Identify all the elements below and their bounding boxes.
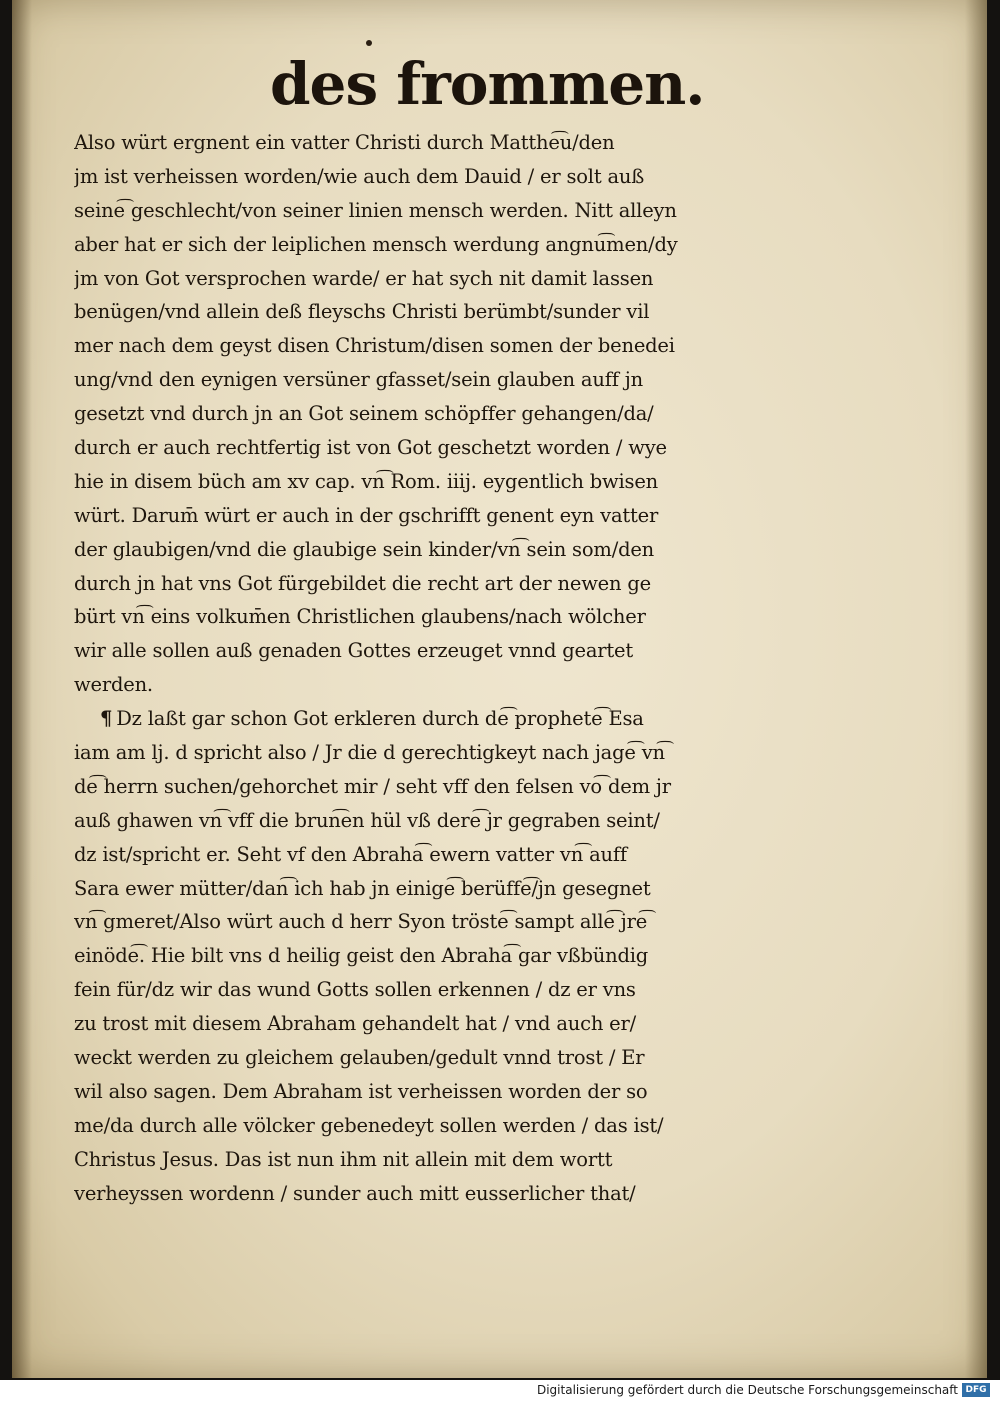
text-line: verheyssen wordenn / sunder auch mitt eusserlicher that/ — [74, 1181, 636, 1205]
text-line: benügen/vnd allein deß fleyschs Christi berümbt/sunder vil — [74, 300, 650, 324]
dfg-logo[interactable]: DFG — [962, 1383, 990, 1397]
text-line: aber hat er sich der leiplichen mensch werdung angnu͡men/dy — [74, 232, 678, 256]
text-line: Sara ewer mütter/dan͡ ich hab jn einige͡ berüffe͡/jn gesegnet — [74, 876, 651, 900]
book-page — [12, 0, 987, 1378]
text-line: seine͡ geschlecht/von seiner linien mensch werden. Nitt alleyn — [74, 198, 677, 222]
text-line: wir alle sollen auß genaden Gottes erzeuget vnnd geartet — [74, 639, 634, 663]
footer-bar — [0, 1380, 1000, 1401]
text-line: Christus Jesus. Das ist nun ihm nit allein mit dem wortt — [74, 1147, 613, 1171]
text-line: ung/vnd den eynigen versüner gfasset/sein glauben auff jn — [74, 368, 643, 392]
text-line: bürt vn͡ eins volkum̄en Christlichen glaubens/nach wölcher — [74, 605, 646, 629]
pilcrow-mark: ¶ — [100, 707, 113, 731]
text-line: gesetzt vnd durch jn an Got seinem schöpffer gehangen/da/ — [74, 402, 654, 426]
text-line: iam am lj. d spricht also / Jr die d gerechtigkeyt nach jage͡ vn͡ — [74, 741, 665, 765]
text-line: einöde͡. Hie bilt vns d heilig geist den Abraha͡ gar vßbündig — [74, 944, 649, 968]
text-line: mer nach dem geyst disen Christum/disen somen der benedei — [74, 334, 675, 358]
text-line: jm von Got versprochen warde/ er hat sych nit damit lassen — [74, 266, 654, 290]
text-line: Dz laßt gar schon Got erkleren durch de͡ prophete͡ Esa — [116, 707, 644, 731]
text-line: würt. Darum̄ würt er auch in der gschrifft genent eyn vatter — [74, 503, 659, 527]
funding-credit: Digitalisierung gefördert durch die Deutsche Forschungsgemeinschaft — [536, 1383, 958, 1397]
text-line: de͡ herrn suchen/gehorchet mir / seht vff den felsen vo͡ dem jr — [74, 774, 671, 798]
paragraph-start-line — [74, 702, 834, 736]
text-line: der glaubigen/vnd die glaubige sein kinder/vn͡ sein som/den — [74, 537, 655, 561]
text-line: Also würt ergnent ein vatter Christi durch Matthe͡u/den — [74, 131, 615, 154]
running-head: des frommen. — [270, 50, 705, 118]
text-line: weckt werden zu gleichem gelauben/gedult vnnd trost / Er — [74, 1046, 645, 1070]
text-line: dz ist/spricht er. Seht vf den Abraha͡ ewern vatter vn͡ auff — [74, 842, 627, 866]
text-line: wil also sagen. Dem Abraham ist verheissen worden der so — [74, 1079, 648, 1103]
text-line: vn͡ gmeret/Also würt auch d herr Syon tröste͡ sampt alle͡ jre͡ — [74, 910, 648, 934]
body-text — [74, 126, 834, 1211]
text-line: hie in disem büch am xv cap. vn͡ Rom. iiij. eygentlich bwisen — [74, 469, 659, 493]
text-line: zu trost mit diesem Abraham gehandelt hat / vnd auch er/ — [74, 1012, 637, 1036]
text-line: fein für/dz wir das wund Gotts sollen erkennen / dz er vns — [74, 978, 636, 1002]
text-line: jm ist verheissen worden/wie auch dem Dauid / er solt auß — [74, 164, 645, 188]
text-line: me/da durch alle völcker gebenedeyt sollen werden / das ist/ — [74, 1113, 664, 1137]
text-line: durch er auch rechtfertig ist von Got geschetzt worden / wye — [74, 436, 667, 460]
text-line: werden. — [74, 673, 153, 697]
text-line: auß ghawen vn͡ vff die brun͡en hül vß dere͡ jr gegraben seint/ — [74, 808, 660, 832]
text-line: durch jn hat vns Got fürgebildet die recht art der newen ge — [74, 571, 651, 595]
